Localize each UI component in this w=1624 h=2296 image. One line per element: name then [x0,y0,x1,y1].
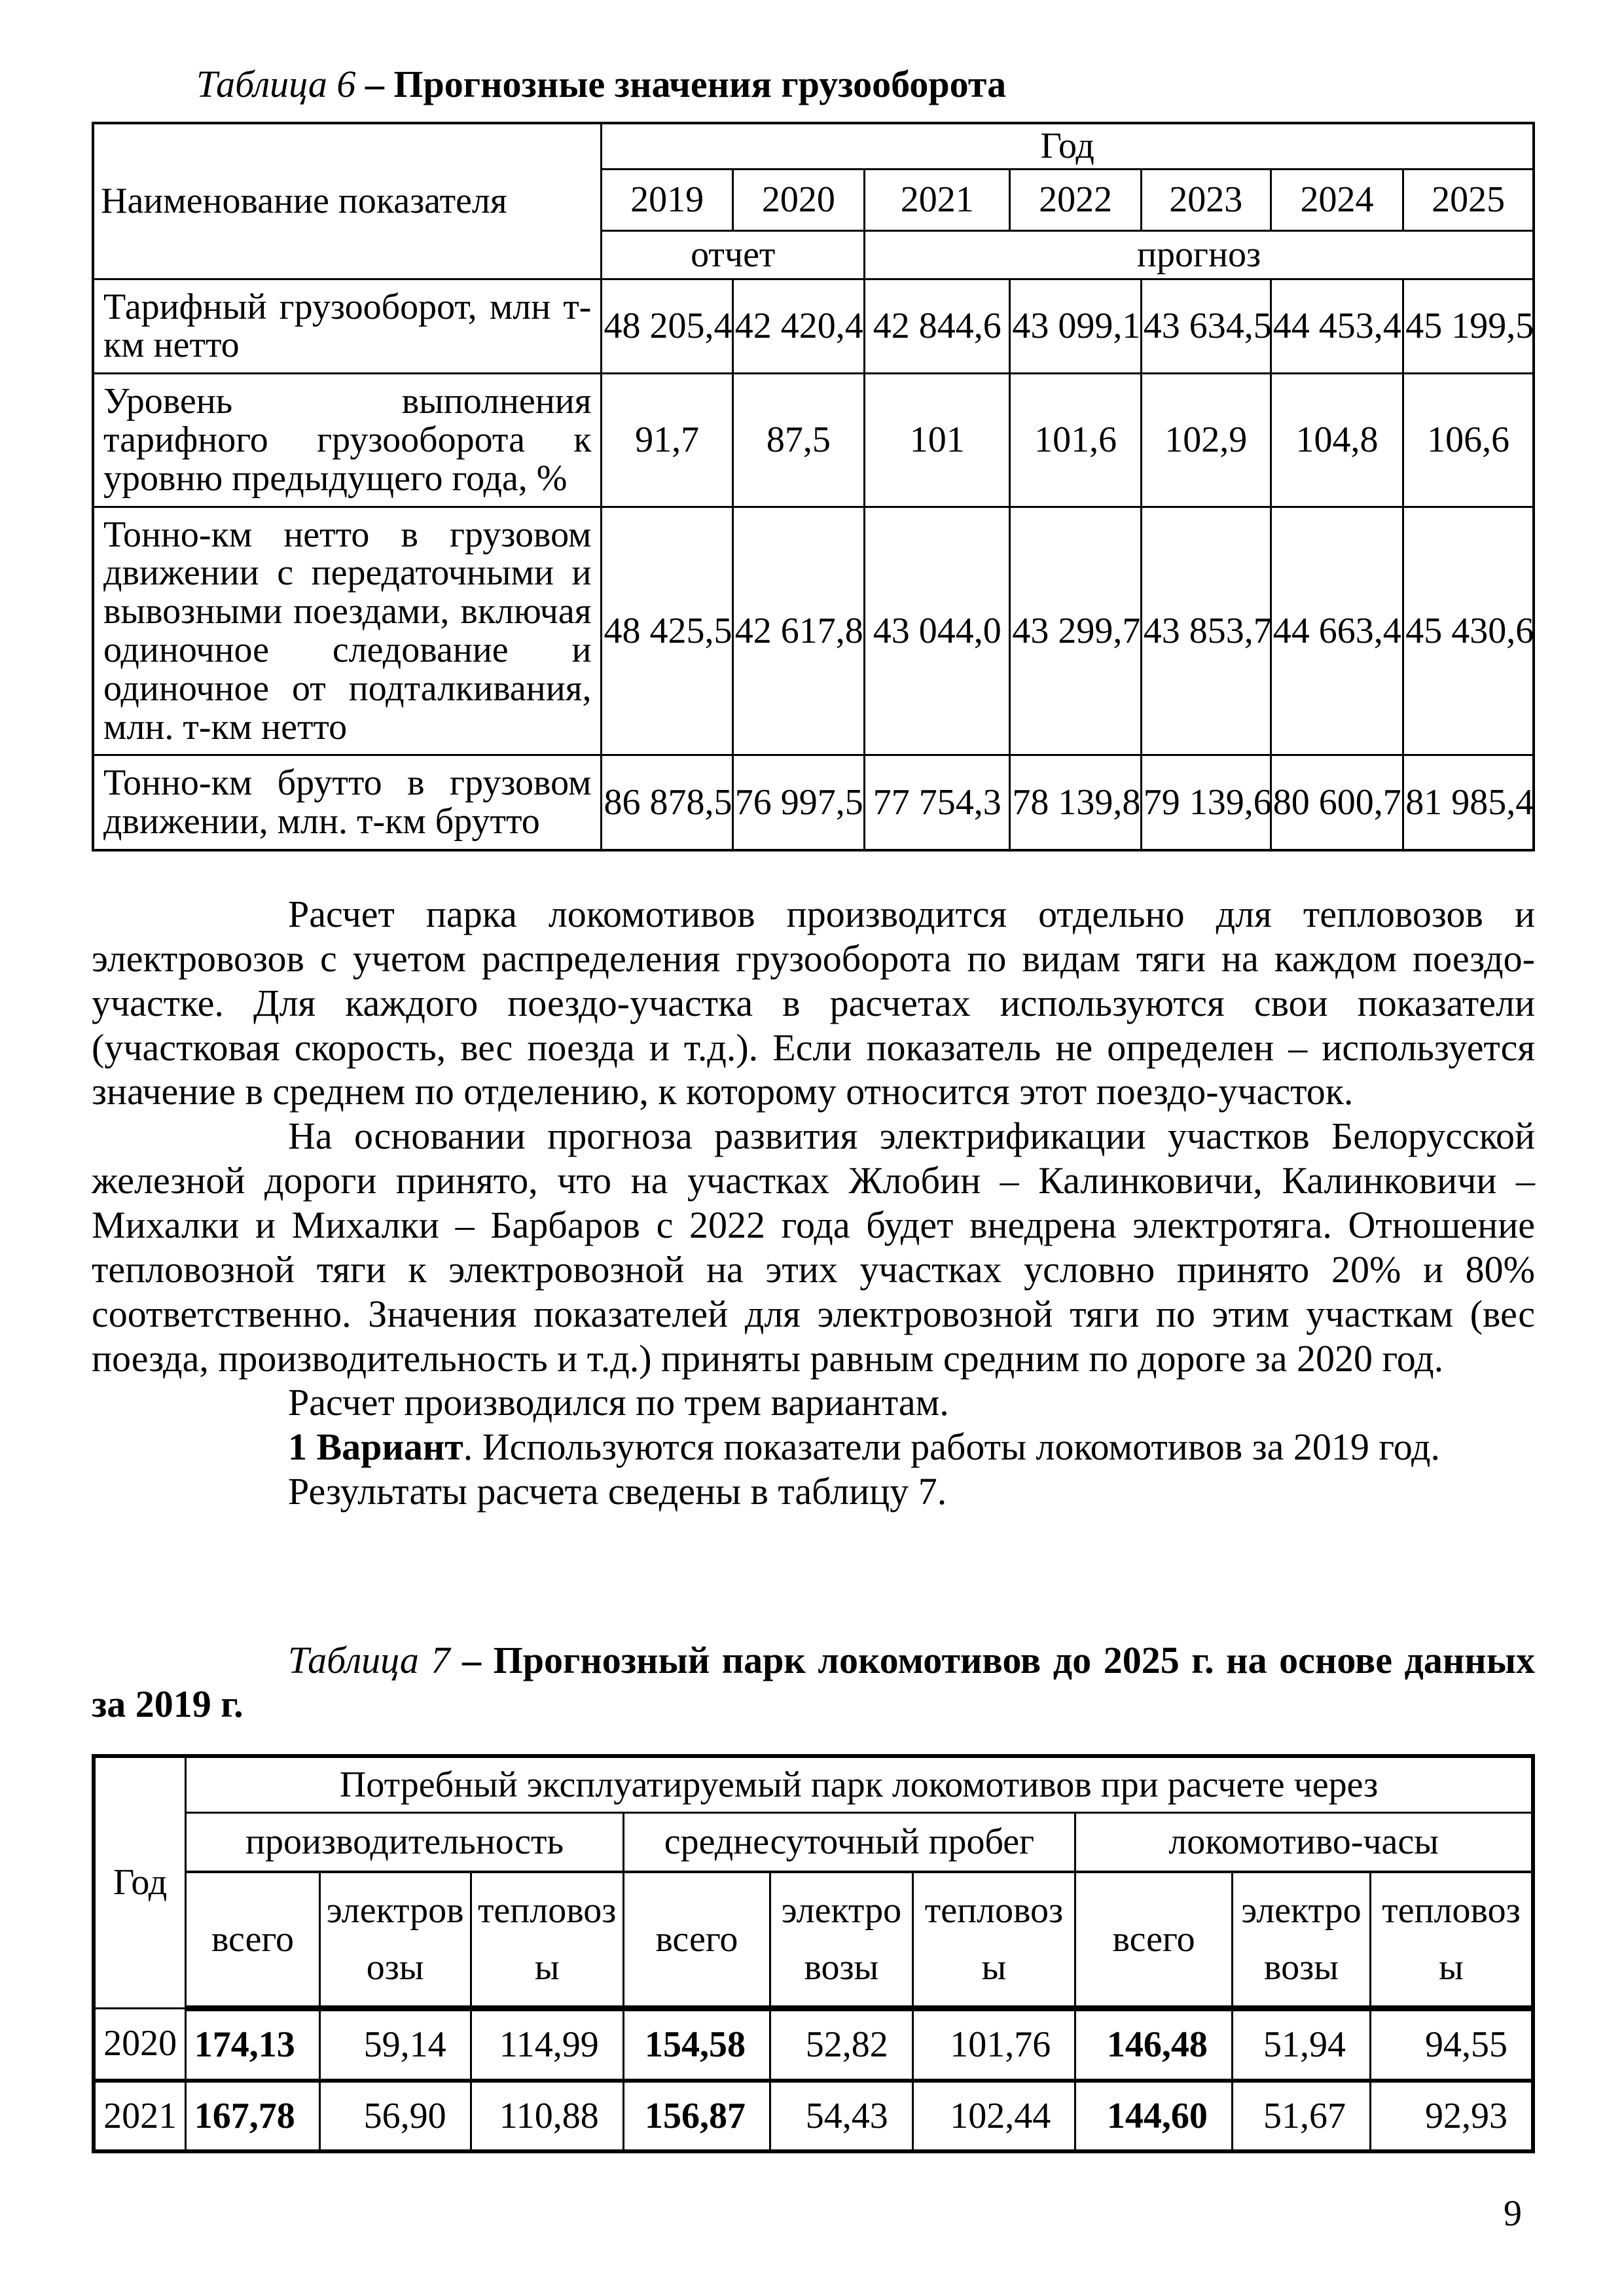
table-row [94,2008,1533,2080]
table6-name-column-header: Наименование показателя [93,123,602,279]
value-cell: 79 139,6 [1141,755,1271,850]
value-cell: 52,82 [770,2008,913,2080]
table6-header-row [93,123,1534,169]
subheader-total: всего [1075,1872,1233,2008]
value-cell: 114,99 [471,2008,623,2080]
value-cell: 110,88 [471,2081,623,2152]
value-cell: 48 205,4 [602,279,732,374]
value-cell: 42 617,8 [732,507,864,755]
table6-report-header: отчет [602,230,865,279]
subheader-total: всего [186,1872,320,2008]
page-number: 9 [1504,2193,1522,2234]
value-cell: 45 199,5 [1403,279,1534,374]
row-label: Тонно-км нетто в грузовом движении с передаточными и вывозными поездами, включая одиночное следование и одиночное от подталкивания, млн. т-км нетто [93,507,602,755]
value-cell: 77 754,3 [865,755,1010,850]
value-cell: 78 139,8 [1010,755,1141,850]
table-row [93,374,1534,507]
value-cell: 106,6 [1403,374,1534,507]
row-label: Уровень выполнения тарифного грузооборота к уровню предыдущего года, % [93,374,602,507]
value-cell: 86 878,5 [602,755,732,850]
value-cell: 91,7 [602,374,732,507]
value-cell: 44 453,4 [1271,279,1403,374]
value-cell: 167,78 [186,2081,320,2152]
year-cell: 2020 [94,2008,186,2080]
table7-title [92,1638,1535,1727]
value-cell: 45 430,6 [1403,507,1534,755]
table-row [94,2081,1533,2152]
table6-freight-turnover [92,122,1535,852]
value-cell: 80 600,7 [1271,755,1403,850]
subheader-total: всего [623,1872,770,2008]
table7-top-header: Потребный эксплуатируемый парк локомотивов при расчете через [186,1756,1533,1813]
table6-year-header: 2021 [865,170,1010,231]
value-cell: 48 425,5 [602,507,732,755]
variant-1-text: . Используются показатели работы локомотивов за 2019 год. [463,1426,1441,1469]
value-cell: 43 853,7 [1141,507,1271,755]
row-label: Тонно-км брутто в грузовом движении, млн. т-км брутто [93,755,602,850]
paragraph: На основании прогноза развития электрификации участков Белорусской железной дороги принято, что на участках Жлобин – Калинковичи, Калинковичи – Михалки и Михалки – Барбаров с 2022 года будет внедрена электротяга. Отношение тепловозной тяги к электровозной на этих участках условно принято 20% и 80% соответственно. Значения показателей для электровозной тяги по этим участкам (вес поезда, производительность и т.д.) приняты равным средним по дороге за 2020 год. [92,1115,1535,1380]
subheader-electric: электровозы [319,1872,471,2008]
paragraph: Расчет парка локомотивов производится отдельно для тепловозов и электровозов с учетом распределения грузооборота по видам тяги на каждом поездо-участке. Для каждого поездо-участка в расчетах используются свои показатели (участковая скорость, вес поезда и т.д.). Если показатель не определен – используется значение в среднем по отделению, к которому относится этот поездо-участок. [92,893,1535,1113]
value-cell: 101 [865,374,1010,507]
value-cell: 56,90 [319,2081,471,2152]
table7-groups-row [94,1813,1533,1872]
value-cell: 174,13 [186,2008,320,2080]
table6-caption-label: Таблица 6 [196,63,365,105]
table7-locomotive-fleet [92,1754,1535,2154]
value-cell: 43 044,0 [865,507,1010,755]
value-cell: 102,9 [1141,374,1271,507]
table-row [93,507,1534,755]
table6-year-header: 2022 [1010,170,1141,231]
value-cell: 104,8 [1271,374,1403,507]
value-cell: 102,44 [912,2081,1075,2152]
value-cell: 156,87 [623,2081,770,2152]
subheader-diesel: тепловозы [1370,1872,1533,2008]
table6-year-header: 2020 [732,170,864,231]
value-cell: 154,58 [623,2008,770,2080]
table7-year-column-header: Год [94,1756,186,2009]
value-cell: 76 997,5 [732,755,864,850]
value-cell: 43 099,1 [1010,279,1141,374]
value-cell: 51,67 [1232,2081,1370,2152]
value-cell: 51,94 [1232,2008,1370,2080]
table6-year-header: 2019 [602,170,732,231]
value-cell: 94,55 [1370,2008,1533,2080]
value-cell: 101,6 [1010,374,1141,507]
table7-caption-text: – Прогнозный парк локомотивов до 2025 г. на основе данных за 2019 г. [92,1639,1535,1726]
table7-group-header: локомотиво-часы [1075,1813,1533,1872]
subheader-diesel: тепловозы [912,1872,1075,2008]
table-row [93,279,1534,374]
body-text [92,892,1535,1514]
table6-year-header: 2023 [1141,170,1271,231]
table-row [93,755,1534,850]
value-cell: 42 420,4 [732,279,864,374]
row-label: Тарифный грузооборот, млн т-км нетто [93,279,602,374]
value-cell: 54,43 [770,2081,913,2152]
paragraph-variant-1 [92,1425,1535,1469]
value-cell: 44 663,4 [1271,507,1403,755]
value-cell: 101,76 [912,2008,1075,2080]
table6-year-header: 2024 [1271,170,1403,231]
value-cell: 42 844,6 [865,279,1010,374]
table6-title [92,62,1535,106]
value-cell: 81 985,4 [1403,755,1534,850]
value-cell: 144,60 [1075,2081,1233,2152]
value-cell: 43 634,5 [1141,279,1271,374]
subheader-electric: электровозы [1232,1872,1370,2008]
paragraph: Результаты расчета сведены в таблицу 7. [288,1470,947,1513]
subheader-diesel: тепловозы [471,1872,623,2008]
table6-forecast-header: прогноз [865,230,1534,279]
table7-subheader-row [94,1872,1533,2008]
table7-group-header: среднесуточный пробег [623,1813,1075,1872]
value-cell: 59,14 [319,2008,471,2080]
value-cell: 43 299,7 [1010,507,1141,755]
paragraph: Расчет производился по трем вариантам. [288,1381,949,1424]
table7-caption-label: Таблица 7 [288,1639,463,1682]
table7-top-header-row [94,1756,1533,1813]
value-cell: 92,93 [1370,2081,1533,2152]
subheader-electric: электровозы [770,1872,913,2008]
year-cell: 2021 [94,2081,186,2152]
value-cell: 146,48 [1075,2008,1233,2080]
variant-1-label: 1 Вариант [288,1426,463,1469]
table6-year-header: 2025 [1403,170,1534,231]
table6-caption-text: – Прогнозные значения грузооборота [365,63,1007,105]
value-cell: 87,5 [732,374,864,507]
table7-group-header: производительность [186,1813,623,1872]
table6-year-group-header: Год [602,123,1534,169]
